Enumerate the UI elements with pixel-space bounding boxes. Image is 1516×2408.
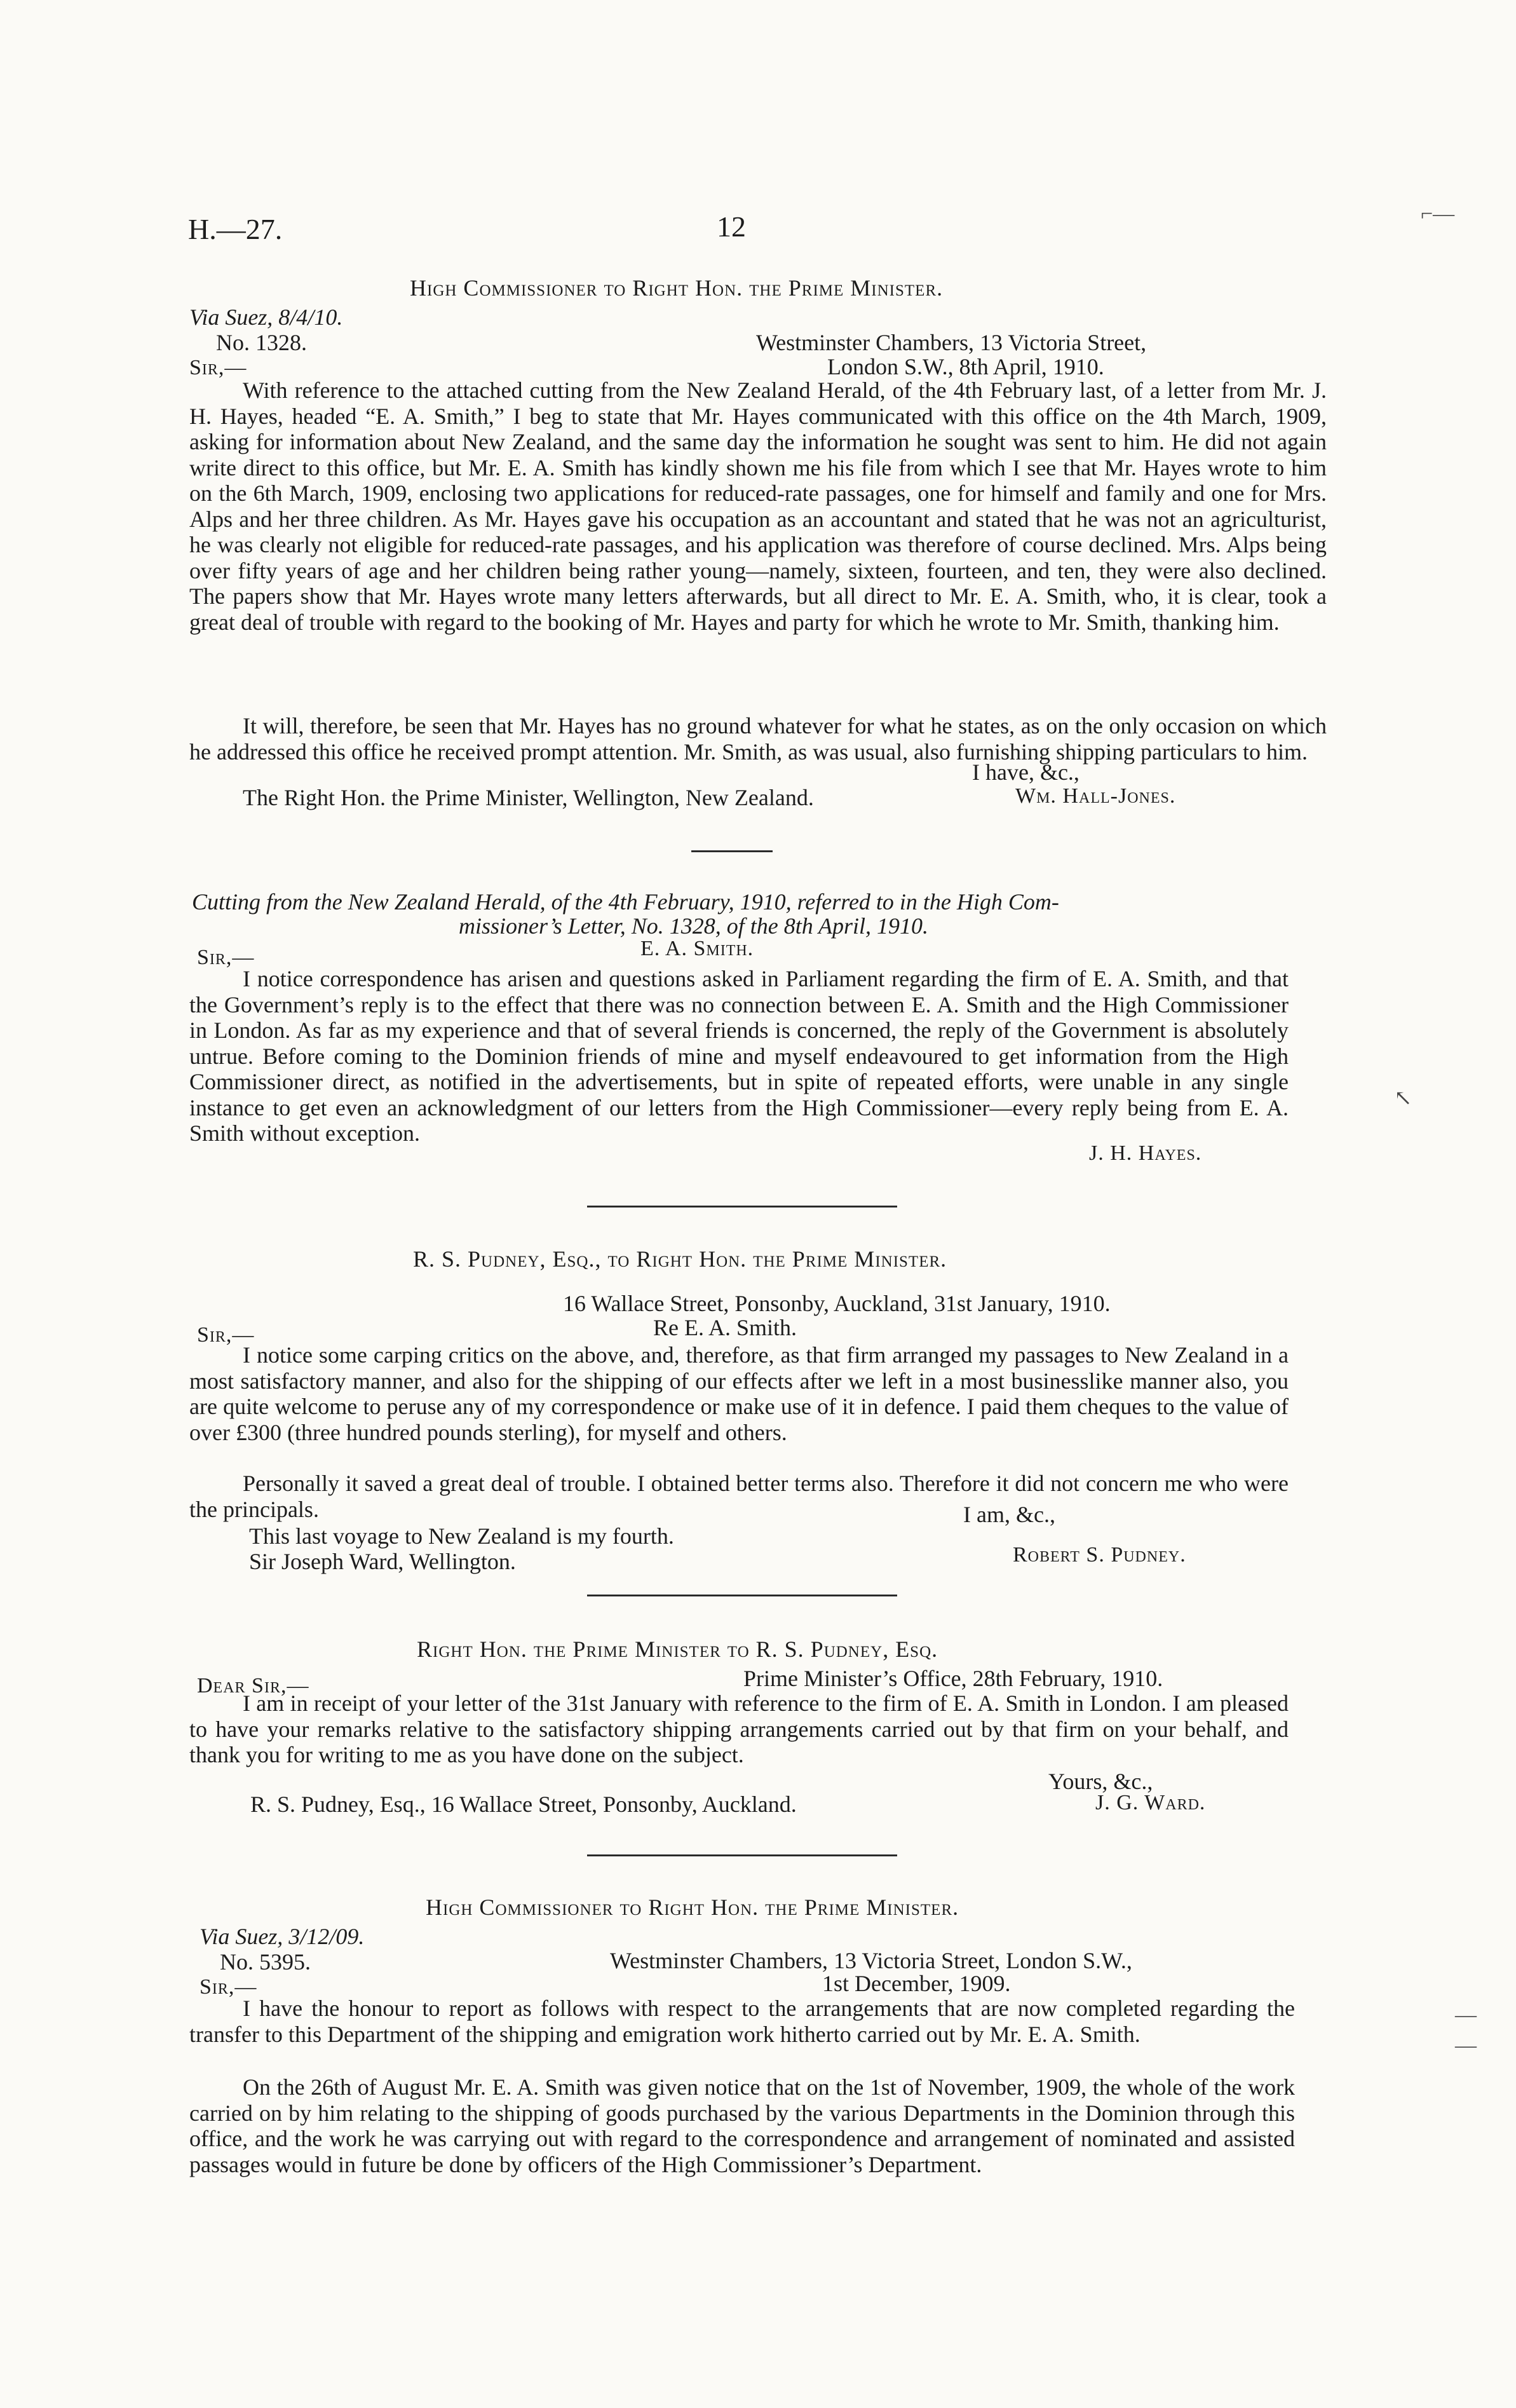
document-ref: H.—27. [188, 213, 283, 245]
letter4-salutation: Sir,— [200, 1975, 257, 1999]
letter3-closing: Yours, &c., [1048, 1769, 1153, 1794]
letter1-number: No. 1328. [216, 330, 307, 355]
letter3-paragraph-1: I am in receipt of your letter of the 31st January with reference to the firm of E. A. Smith in London. I am pleased to have your remarks relative to the satisfactory shipping arrangements carried out by that firm on your behalf, and thank you for writing to me as you have done on the subject. [189, 1690, 1289, 1767]
cutting-paragraph-1: I notice correspondence has arisen and questions asked in Parliament regarding the firm of E. A. Smith, and that the Government’s reply is to the effect that there was no connection between E. A. Smith and the High Commissioner in London. As far as my experience and that of several friends is concerned, the reply of the Government is absolutely untrue. Before coming to the Dominion friends of mine and myself endeavoured to get information from the High Commissioner direct, as notified in the advertisements, but in spite of repeated efforts, were unable in any single instance to get even an acknowledgment of our letters from the High Commissioner—every reply being from E. A. Smith without exception. [189, 966, 1289, 1146]
letter1-heading: High Commissioner to Right Hon. the Prime Minister. [410, 275, 944, 301]
cutting-heading-line1: Cutting from the New Zealand Herald, of the 4th February, 1910, referred to in the High Com- [192, 889, 1059, 915]
scan-mark: ⌐— [1421, 202, 1455, 226]
letter2-signature: Robert S. Pudney. [1013, 1543, 1186, 1567]
letter1-signature: Wm. Hall-Jones. [1015, 784, 1176, 808]
letter4-address-line1: Westminster Chambers, 13 Victoria Street, London S.W., [610, 1948, 1132, 1973]
letter2-address: 16 Wallace Street, Ponsonby, Auckland, 31st January, 1910. [563, 1291, 1111, 1316]
letter4-heading: High Commissioner to Right Hon. the Prime Minister. [426, 1894, 959, 1920]
letter4-paragraph-1: I have the honour to report as follows with respect to the arrangements that are now completed regarding the transfer to this Department of the shipping and emigration work hitherto carried out by Mr. E. A. Smith. [189, 1996, 1295, 2047]
letter2-closing: I am, &c., [963, 1502, 1055, 1527]
letter2-addressee: Sir Joseph Ward, Wellington. [249, 1549, 516, 1574]
cutting-title: E. A. Smith. [640, 937, 754, 960]
scan-mark: — [1455, 2034, 1477, 2057]
page-number: 12 [717, 210, 746, 243]
letter1-paragraph-2: It will, therefore, be seen that Mr. Hayes has no ground whatever for what he states, as on the only occasion on which he addressed this office he received prompt attention. Mr. Smith, as was usual, also furnishing shipping particulars to him. [189, 713, 1327, 765]
letter1-paragraph-1: With reference to the attached cutting from the New Zealand Herald, of the 4th February last, of a letter from Mr. J. H. Hayes, headed “E. A. Smith,” I beg to state that Mr. Hayes communicated with this office on the 4th March, 1909, asking for information about New Zealand, and the same day the information he sought was sent to him. He did not again write direct to this office, but Mr. E. A. Smith has kindly shown me his file from which I see that Mr. Hayes wrote to him on the 6th March, 1909, enclosing two applications for reduced-rate passages, one for himself and family and one for Mrs. Alps and her three children. As Mr. Hayes gave his occupation as an accountant and stated that he was not an agriculturist, he was clearly not eligible for reduced-rate passages, and his application was therefore of course declined. Mrs. Alps being over fifty years of age and her children being rather young—namely, sixteen, fourteen, and ten, they were also declined. The papers show that Mr. Hayes wrote many letters afterwards, but all direct to Mr. E. A. Smith, who, it is clear, took a great deal of trouble with regard to the booking of Mr. Hayes and party for which he wrote to Mr. Smith, thanking him. [189, 378, 1327, 635]
letter4-paragraph-2: On the 26th of August Mr. E. A. Smith was given notice that on the 1st of November, 1909, the whole of the work carried on by him relating to the shipping of goods purchased by the various Departments in the Dominion through this office, and the work he was carrying out with regard to the correspondence and arrangement of nominated and assisted passages would in future be done by officers of the High Commissioner’s Department. [189, 2074, 1295, 2177]
letter2-paragraph-2: Personally it saved a great deal of trouble. I obtained better terms also. Therefore it did not concern me who were the principals. [189, 1471, 1289, 1522]
letter1-salutation: Sir,— [189, 356, 247, 379]
letter1-closing: I have, &c., [972, 759, 1079, 785]
divider-1 [691, 850, 773, 852]
letter2-salutation: Sir,— [197, 1323, 255, 1347]
letter1-addressee: The Right Hon. the Prime Minister, Wellington, New Zealand. [243, 785, 814, 810]
letter2-paragraph-3: This last voyage to New Zealand is my fourth. [249, 1523, 674, 1549]
letter4-via: Via Suez, 3/12/09. [200, 1924, 365, 1949]
letter2-re: Re E. A. Smith. [653, 1315, 797, 1340]
cutting-heading-line2: missioner’s Letter, No. 1328, of the 8th April, 1910. [459, 913, 929, 939]
letter1-via: Via Suez, 8/4/10. [189, 304, 343, 330]
letter3-signature: J. G. Ward. [1095, 1791, 1206, 1814]
letter1-address-line2: London S.W., 8th April, 1910. [827, 354, 1104, 379]
divider-4 [587, 1854, 897, 1856]
scan-mark: — [1455, 2003, 1477, 2027]
letter3-addressee: R. S. Pudney, Esq., 16 Wallace Street, Ponsonby, Auckland. [250, 1792, 797, 1817]
letter3-address: Prime Minister’s Office, 28th February, 1910. [743, 1666, 1163, 1691]
letter1-address-line1: Westminster Chambers, 13 Victoria Street, [756, 330, 1147, 355]
letter2-paragraph-1: I notice some carping critics on the above, and, therefore, as that firm arranged my passages to New Zealand in a most satisfactory manner, and also for the shipping of our effects after we left in a most businesslike manner also, you are quite welcome to peruse any of my correspondence or make use of it in defence. I paid them cheques to the value of over £300 (three hundred pounds sterling), for myself and others. [189, 1342, 1289, 1445]
letter3-heading: Right Hon. the Prime Minister to R. S. Pudney, Esq. [417, 1636, 938, 1662]
divider-3 [587, 1595, 897, 1596]
letter3-salutation: Dear Sir,— [197, 1674, 309, 1697]
letter2-heading: R. S. Pudney, Esq., to Right Hon. the Prime Minister. [413, 1246, 947, 1272]
scan-mark: ↖ [1394, 1087, 1412, 1110]
divider-2 [587, 1206, 897, 1207]
letter4-number: No. 5395. [220, 1949, 311, 1975]
letter4-address-line2: 1st December, 1909. [822, 1971, 1011, 1996]
cutting-salutation: Sir,— [197, 946, 255, 969]
cutting-signature: J. H. Hayes. [1089, 1141, 1202, 1165]
